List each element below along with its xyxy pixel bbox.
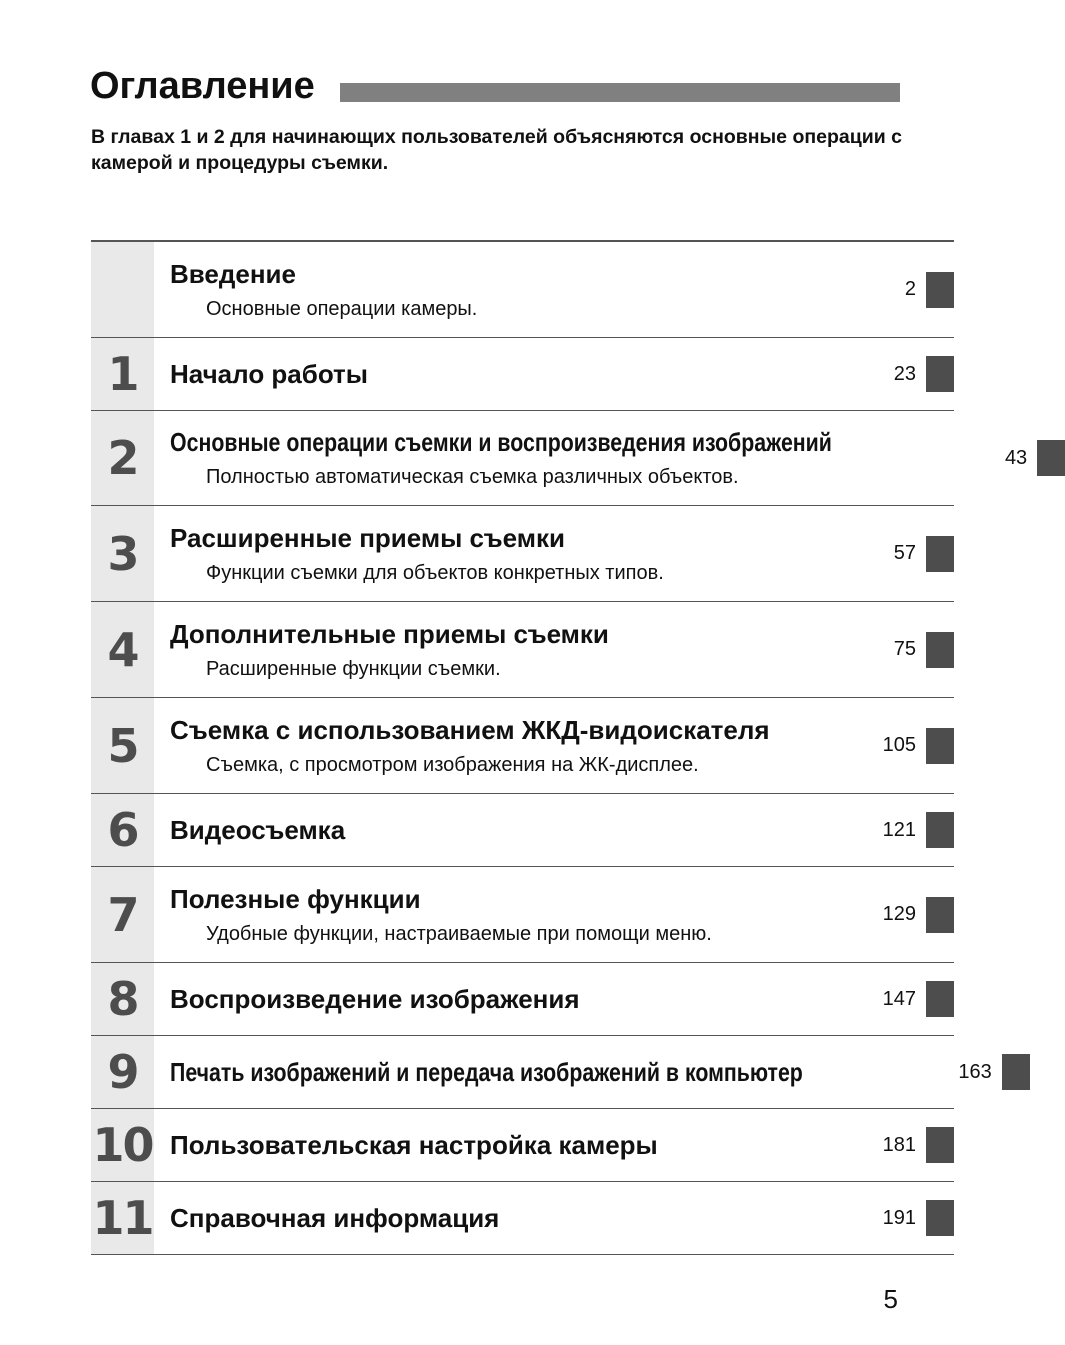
chapter-subtitle: Удобные функции, настраиваемые при помощи меню. (206, 922, 712, 945)
toc-row-5[interactable] (91, 698, 954, 794)
chapter-number-cell (91, 698, 154, 793)
chapter-title[interactable]: Печать изображений и передача изображений в компьютер (170, 1057, 803, 1087)
chapter-title[interactable]: Полезные функции (170, 883, 421, 914)
chapter-title[interactable]: Основные операции съемки и воспроизведения изображений (170, 427, 832, 457)
toc-row-9[interactable] (91, 1036, 992, 1109)
chapter-subtitle: Основные операции камеры. (206, 297, 478, 320)
chapter-page[interactable]: 129 (882, 903, 916, 925)
tab-marker (926, 794, 954, 866)
chapter-number: 4 (107, 622, 138, 677)
chapter-page[interactable]: 57 (893, 542, 916, 564)
chapter-number-cell (91, 867, 154, 962)
intro-text: В главах 1 и 2 для начинающих пользователей объясняются основные операции с камерой и процедуры съемки. (91, 126, 902, 174)
tab-marker (926, 867, 954, 962)
chapter-title[interactable]: Дополнительные приемы съемки (170, 618, 609, 649)
tab-marker (926, 1182, 954, 1254)
toc-row-6[interactable] (91, 794, 954, 867)
chapter-title[interactable]: Воспроизведение изображения (170, 984, 580, 1014)
toc-row-4[interactable] (91, 602, 954, 698)
toc-row-intro[interactable] (91, 242, 954, 338)
chapter-number: 3 (107, 526, 138, 581)
chapter-page[interactable]: 2 (904, 278, 916, 300)
chapter-number-cell (91, 602, 154, 697)
chapter-number-cell (91, 1036, 154, 1108)
toc-table (91, 240, 1028, 1255)
tab-marker (926, 1109, 954, 1181)
page-number: 5 (883, 1284, 898, 1314)
toc-row-10[interactable] (91, 1109, 954, 1182)
chapter-number: 8 (107, 972, 138, 1026)
tab-marker (926, 506, 954, 601)
chapter-number-cell (91, 338, 154, 410)
chapter-number: 11 (92, 1191, 153, 1245)
toc-row-8[interactable] (91, 963, 954, 1036)
chapter-number-cell (91, 411, 154, 505)
tab-marker (926, 242, 954, 337)
chapter-page[interactable]: 163 (958, 1060, 992, 1083)
chapter-page[interactable]: 181 (882, 1133, 916, 1156)
tab-marker (926, 338, 954, 410)
tab-marker (926, 698, 954, 793)
tab-marker (1002, 1036, 1030, 1108)
chapter-page[interactable]: 75 (893, 638, 916, 660)
chapter-page[interactable]: 23 (893, 362, 916, 385)
toc-row-7[interactable] (91, 867, 954, 963)
chapter-subtitle: Расширенные функции съемки. (206, 657, 501, 680)
chapter-number: 10 (92, 1118, 153, 1172)
chapter-number: 6 (107, 803, 138, 857)
chapter-subtitle: Съемка, с просмотром изображения на ЖК-дисплее. (206, 753, 699, 776)
toc-row-2[interactable] (91, 411, 1028, 506)
chapter-title[interactable]: Съемка с использованием ЖКД-видоискателя (170, 714, 770, 745)
chapter-number-cell (91, 506, 154, 601)
title-rule (340, 83, 900, 102)
chapter-title[interactable]: Начало работы (170, 359, 368, 389)
chapter-subtitle: Функции съемки для объектов конкретных типов. (206, 561, 664, 584)
chapter-number: 5 (107, 718, 138, 773)
chapter-number-cell (91, 963, 154, 1035)
chapter-title[interactable]: Введение (170, 258, 296, 289)
tab-marker (926, 963, 954, 1035)
chapter-title[interactable]: Видеосъемка (170, 815, 346, 845)
chapter-number: 9 (107, 1045, 138, 1099)
toc-row-1[interactable] (91, 338, 954, 411)
chapter-page[interactable]: 147 (882, 987, 916, 1010)
chapter-number: 7 (107, 887, 138, 942)
chapter-title[interactable]: Справочная информация (170, 1203, 500, 1233)
chapter-page[interactable]: 105 (882, 734, 916, 756)
tab-marker (926, 602, 954, 697)
chapter-title[interactable]: Расширенные приемы съемки (170, 522, 565, 553)
chapter-page[interactable]: 191 (882, 1206, 916, 1229)
chapter-page[interactable]: 121 (882, 818, 916, 841)
chapter-subtitle: Полностью автоматическая съемка различных объектов. (206, 466, 739, 488)
chapter-number-cell (91, 794, 154, 866)
chapter-title[interactable]: Пользовательская настройка камеры (170, 1130, 658, 1160)
chapter-number: 2 (107, 431, 138, 485)
toc-row-3[interactable] (91, 506, 954, 602)
toc-row-11[interactable] (91, 1182, 954, 1255)
page-title: Оглавление (90, 65, 315, 107)
chapter-number-cell (91, 1182, 154, 1254)
chapter-number-cell (91, 242, 154, 337)
chapter-page[interactable]: 43 (1004, 446, 1028, 469)
chapter-number-cell (91, 1109, 154, 1181)
chapter-number: 1 (107, 347, 138, 401)
tab-marker (1037, 411, 1065, 505)
